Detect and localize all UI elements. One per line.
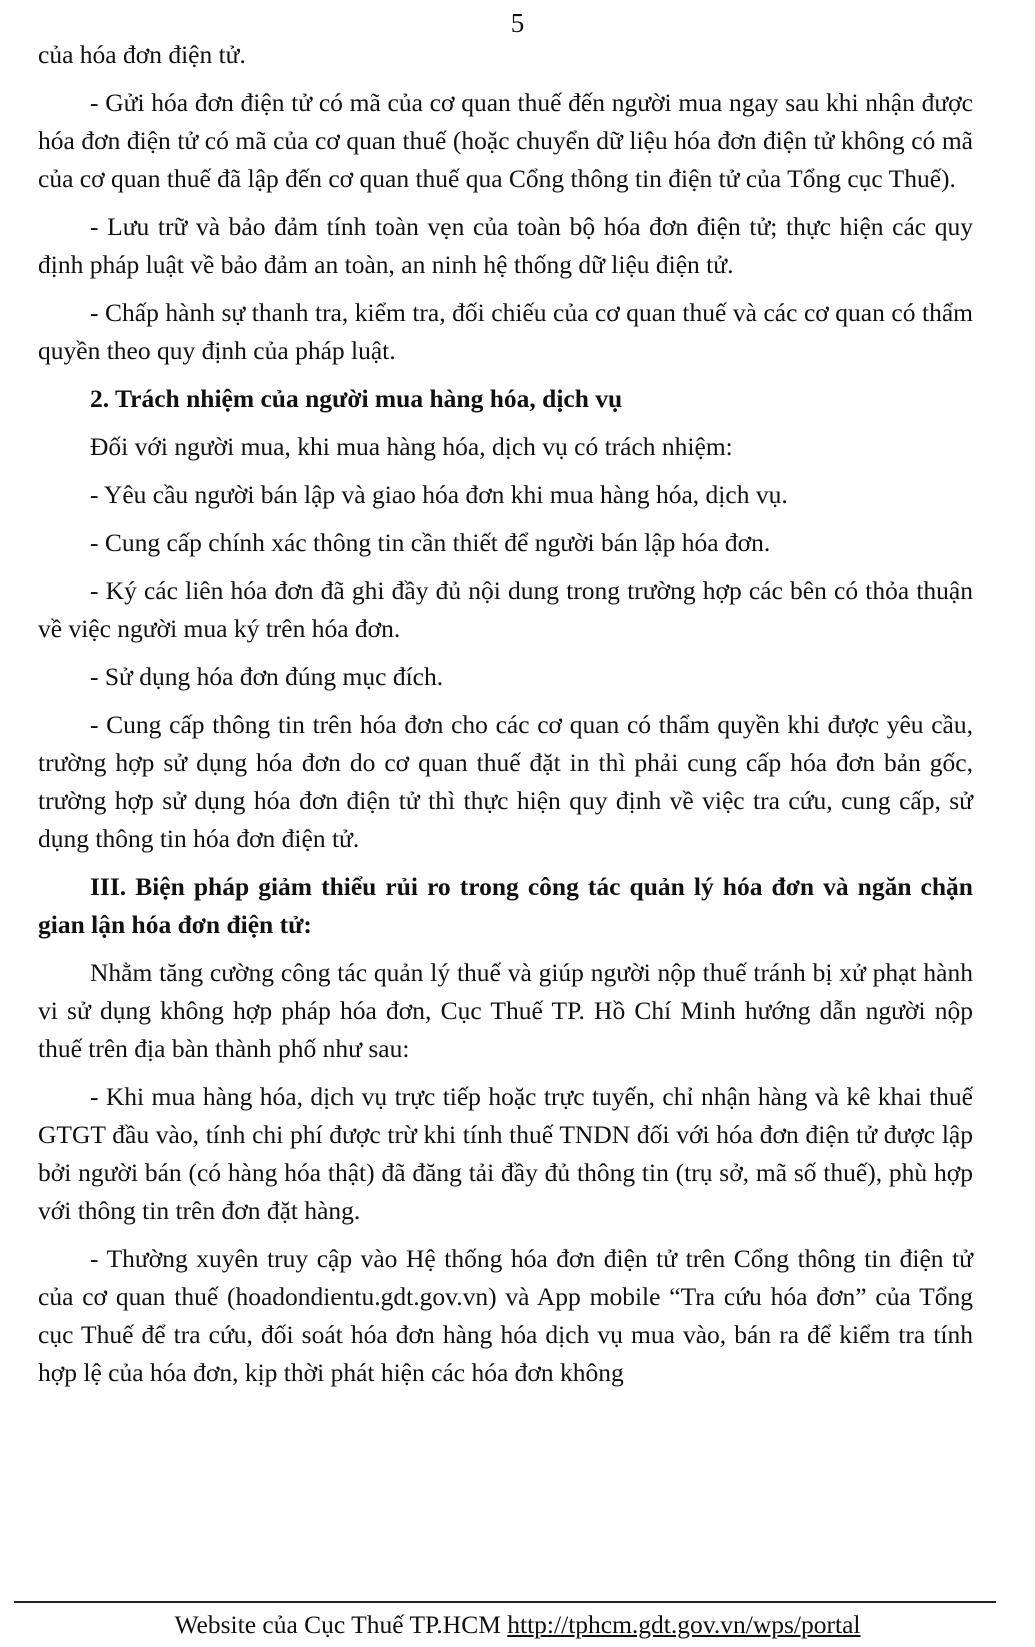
paragraph: - Gửi hóa đơn điện tử có mã của cơ quan thuế đến người mua ngay sau khi nhận được hóa đơn điện tử có mã của cơ quan thuế (hoặc chuyển dữ liệu hóa đơn điện tử không có mã của cơ quan thuế đã lập đến cơ quan thuế qua Cổng thông tin điện tử của Tổng cục Thuế). — [38, 88, 973, 193]
paragraph: của hóa đơn điện tử. — [38, 40, 246, 69]
paragraph: - Cung cấp chính xác thông tin cần thiết để người bán lập hóa đơn. — [90, 528, 771, 557]
section-heading: 2. Trách nhiệm của người mua hàng hóa, dịch vụ — [90, 384, 623, 413]
footer-website-link[interactable]: http://tphcm.gdt.gov.vn/wps/portal — [507, 1610, 861, 1639]
paragraph: - Khi mua hàng hóa, dịch vụ trực tiếp hoặc trực tuyến, chỉ nhận hàng và kê khai thuế GTGT đầu vào, tính chi phí được trừ khi tính thuế TNDN đối với hóa đơn điện tử được lập bởi người bán (có hàng hóa thật) đã đăng tải đầy đủ thông tin (trụ sở, mã số thuế), phù hợp với thông tin trên đơn đặt hàng. — [38, 1082, 973, 1225]
paragraph: - Chấp hành sự thanh tra, kiểm tra, đối chiếu của cơ quan thuế và các cơ quan có thẩm quyền theo quy định của pháp luật. — [38, 298, 973, 365]
paragraph: - Yêu cầu người bán lập và giao hóa đơn khi mua hàng hóa, dịch vụ. — [90, 480, 788, 509]
page-number: 5 — [510, 8, 525, 38]
paragraph: - Sử dụng hóa đơn đúng mục đích. — [90, 662, 444, 691]
paragraph: - Ký các liên hóa đơn đã ghi đầy đủ nội dung trong trường hợp các bên có thỏa thuận về việc người mua ký trên hóa đơn. — [38, 576, 973, 643]
document-body — [38, 36, 973, 1392]
paragraph: - Lưu trữ và bảo đảm tính toàn vẹn của toàn bộ hóa đơn điện tử; thực hiện các quy định pháp luật về bảo đảm an toàn, an ninh hệ thống dữ liệu điện tử. — [38, 212, 973, 279]
paragraph: Đối với người mua, khi mua hàng hóa, dịch vụ có trách nhiệm: — [90, 432, 733, 461]
footer-label: Website của Cục Thuế TP.HCM — [174, 1610, 508, 1639]
paragraph: - Thường xuyên truy cập vào Hệ thống hóa đơn điện tử trên Cổng thông tin điện tử của cơ quan thuế (hoadondientu.gdt.gov.vn) và App mobile “Tra cứu hóa đơn” của Tổng cục Thuế để tra cứu, đối soát hóa đơn hàng hóa dịch vụ mua vào, bán ra để kiểm tra tính hợp lệ của hóa đơn, kịp thời phát hiện các hóa đơn không — [38, 1244, 973, 1387]
page-footer — [0, 1610, 1035, 1640]
footer-divider — [14, 1601, 996, 1603]
paragraph: - Cung cấp thông tin trên hóa đơn cho các cơ quan có thẩm quyền khi được yêu cầu, trường hợp sử dụng hóa đơn do cơ quan thuế đặt in thì phải cung cấp hóa đơn bản gốc, trường hợp sử dụng hóa đơn điện tử thì thực hiện quy định về việc tra cứu, cung cấp, sử dụng thông tin hóa đơn điện tử. — [38, 710, 973, 853]
section-heading: III. Biện pháp giảm thiểu rủi ro trong công tác quản lý hóa đơn và ngăn chặn gian lận hóa đơn điện tử: — [38, 872, 973, 939]
paragraph: Nhằm tăng cường công tác quản lý thuế và giúp người nộp thuế tránh bị xử phạt hành vi sử dụng không hợp pháp hóa đơn, Cục Thuế TP. Hồ Chí Minh hướng dẫn người nộp thuế trên địa bàn thành phố như sau: — [38, 958, 973, 1063]
